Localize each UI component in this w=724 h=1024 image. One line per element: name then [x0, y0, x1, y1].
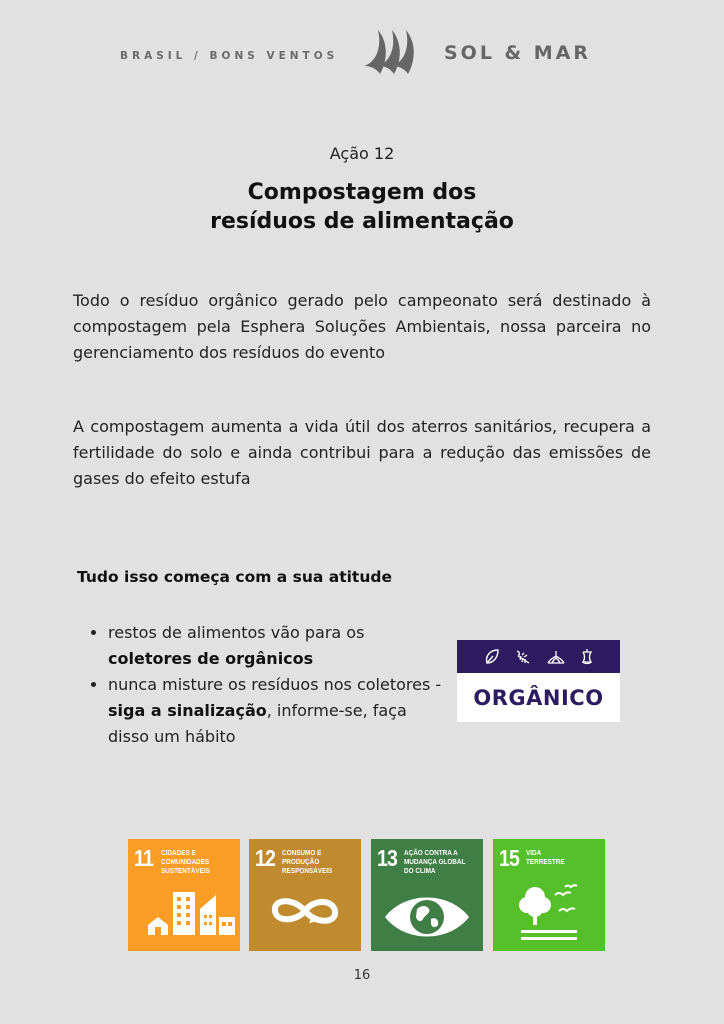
action-bullet-list	[90, 620, 448, 750]
bold-emphasis: siga a sinalização	[108, 701, 267, 720]
city-buildings-icon	[128, 839, 240, 951]
tree-birds-icon	[493, 839, 605, 951]
title-line-1: Compostagem dos	[247, 180, 477, 205]
paragraph-composting-partner: Todo o resíduo orgânico gerado pelo campeonato será destinado à compostagem pela Esphera Soluções Ambientais, nossa parceira no gerenciamento dos resíduos do evento	[73, 291, 651, 362]
sdg-13-tile: 13 AÇÃO CONTRA A MUDANÇA GLOBAL DO CLIMA	[371, 839, 483, 951]
fish-bone-icon	[514, 648, 532, 666]
infinity-loop-icon	[249, 839, 361, 951]
organic-bin-sign	[457, 640, 620, 722]
list-item: • restos de alimentos vão para os coletores de orgânicos	[108, 620, 448, 672]
subheading: Tudo isso começa com a sua atitude	[77, 568, 392, 586]
leaf-icon	[484, 648, 500, 666]
paragraph-composting-benefits: A compostagem aumenta a vida útil dos aterros sanitários, recupera a fertilidade do solo e ainda contribui para a redução das emissões de gases do efeito estufa	[73, 417, 651, 488]
action-label: Ação 12	[329, 144, 395, 163]
brand-name: SOL & MAR	[444, 42, 591, 64]
page-number: 16	[353, 968, 371, 983]
eye-globe-icon	[371, 839, 483, 951]
organic-label: ORGÂNICO	[473, 685, 604, 710]
apple-core-icon	[580, 648, 594, 666]
list-item: • nunca misture os resíduos nos coletores - siga a sinalização, informe-se, faça disso um hábito	[108, 672, 448, 750]
sdg-12-tile: 12 CONSUMO E PRODUÇÃO RESPONSÁVEIS	[249, 839, 361, 951]
sdg-11-tile: 11 CIDADES E COMUNIDADES SUSTENTÁVEIS	[128, 839, 240, 951]
sdg-15-tile: 15 VIDA TERRESTRE	[493, 839, 605, 951]
organic-icons-bar	[457, 640, 620, 673]
breadcrumb-header: BRASIL / BONS VENTOS	[120, 50, 339, 62]
page-title	[0, 178, 724, 236]
title-line-2: resíduos de alimentação	[210, 209, 514, 234]
sails-logo-icon	[362, 28, 426, 76]
banana-peel-icon	[546, 648, 566, 666]
bold-emphasis: coletores de orgânicos	[108, 649, 314, 668]
